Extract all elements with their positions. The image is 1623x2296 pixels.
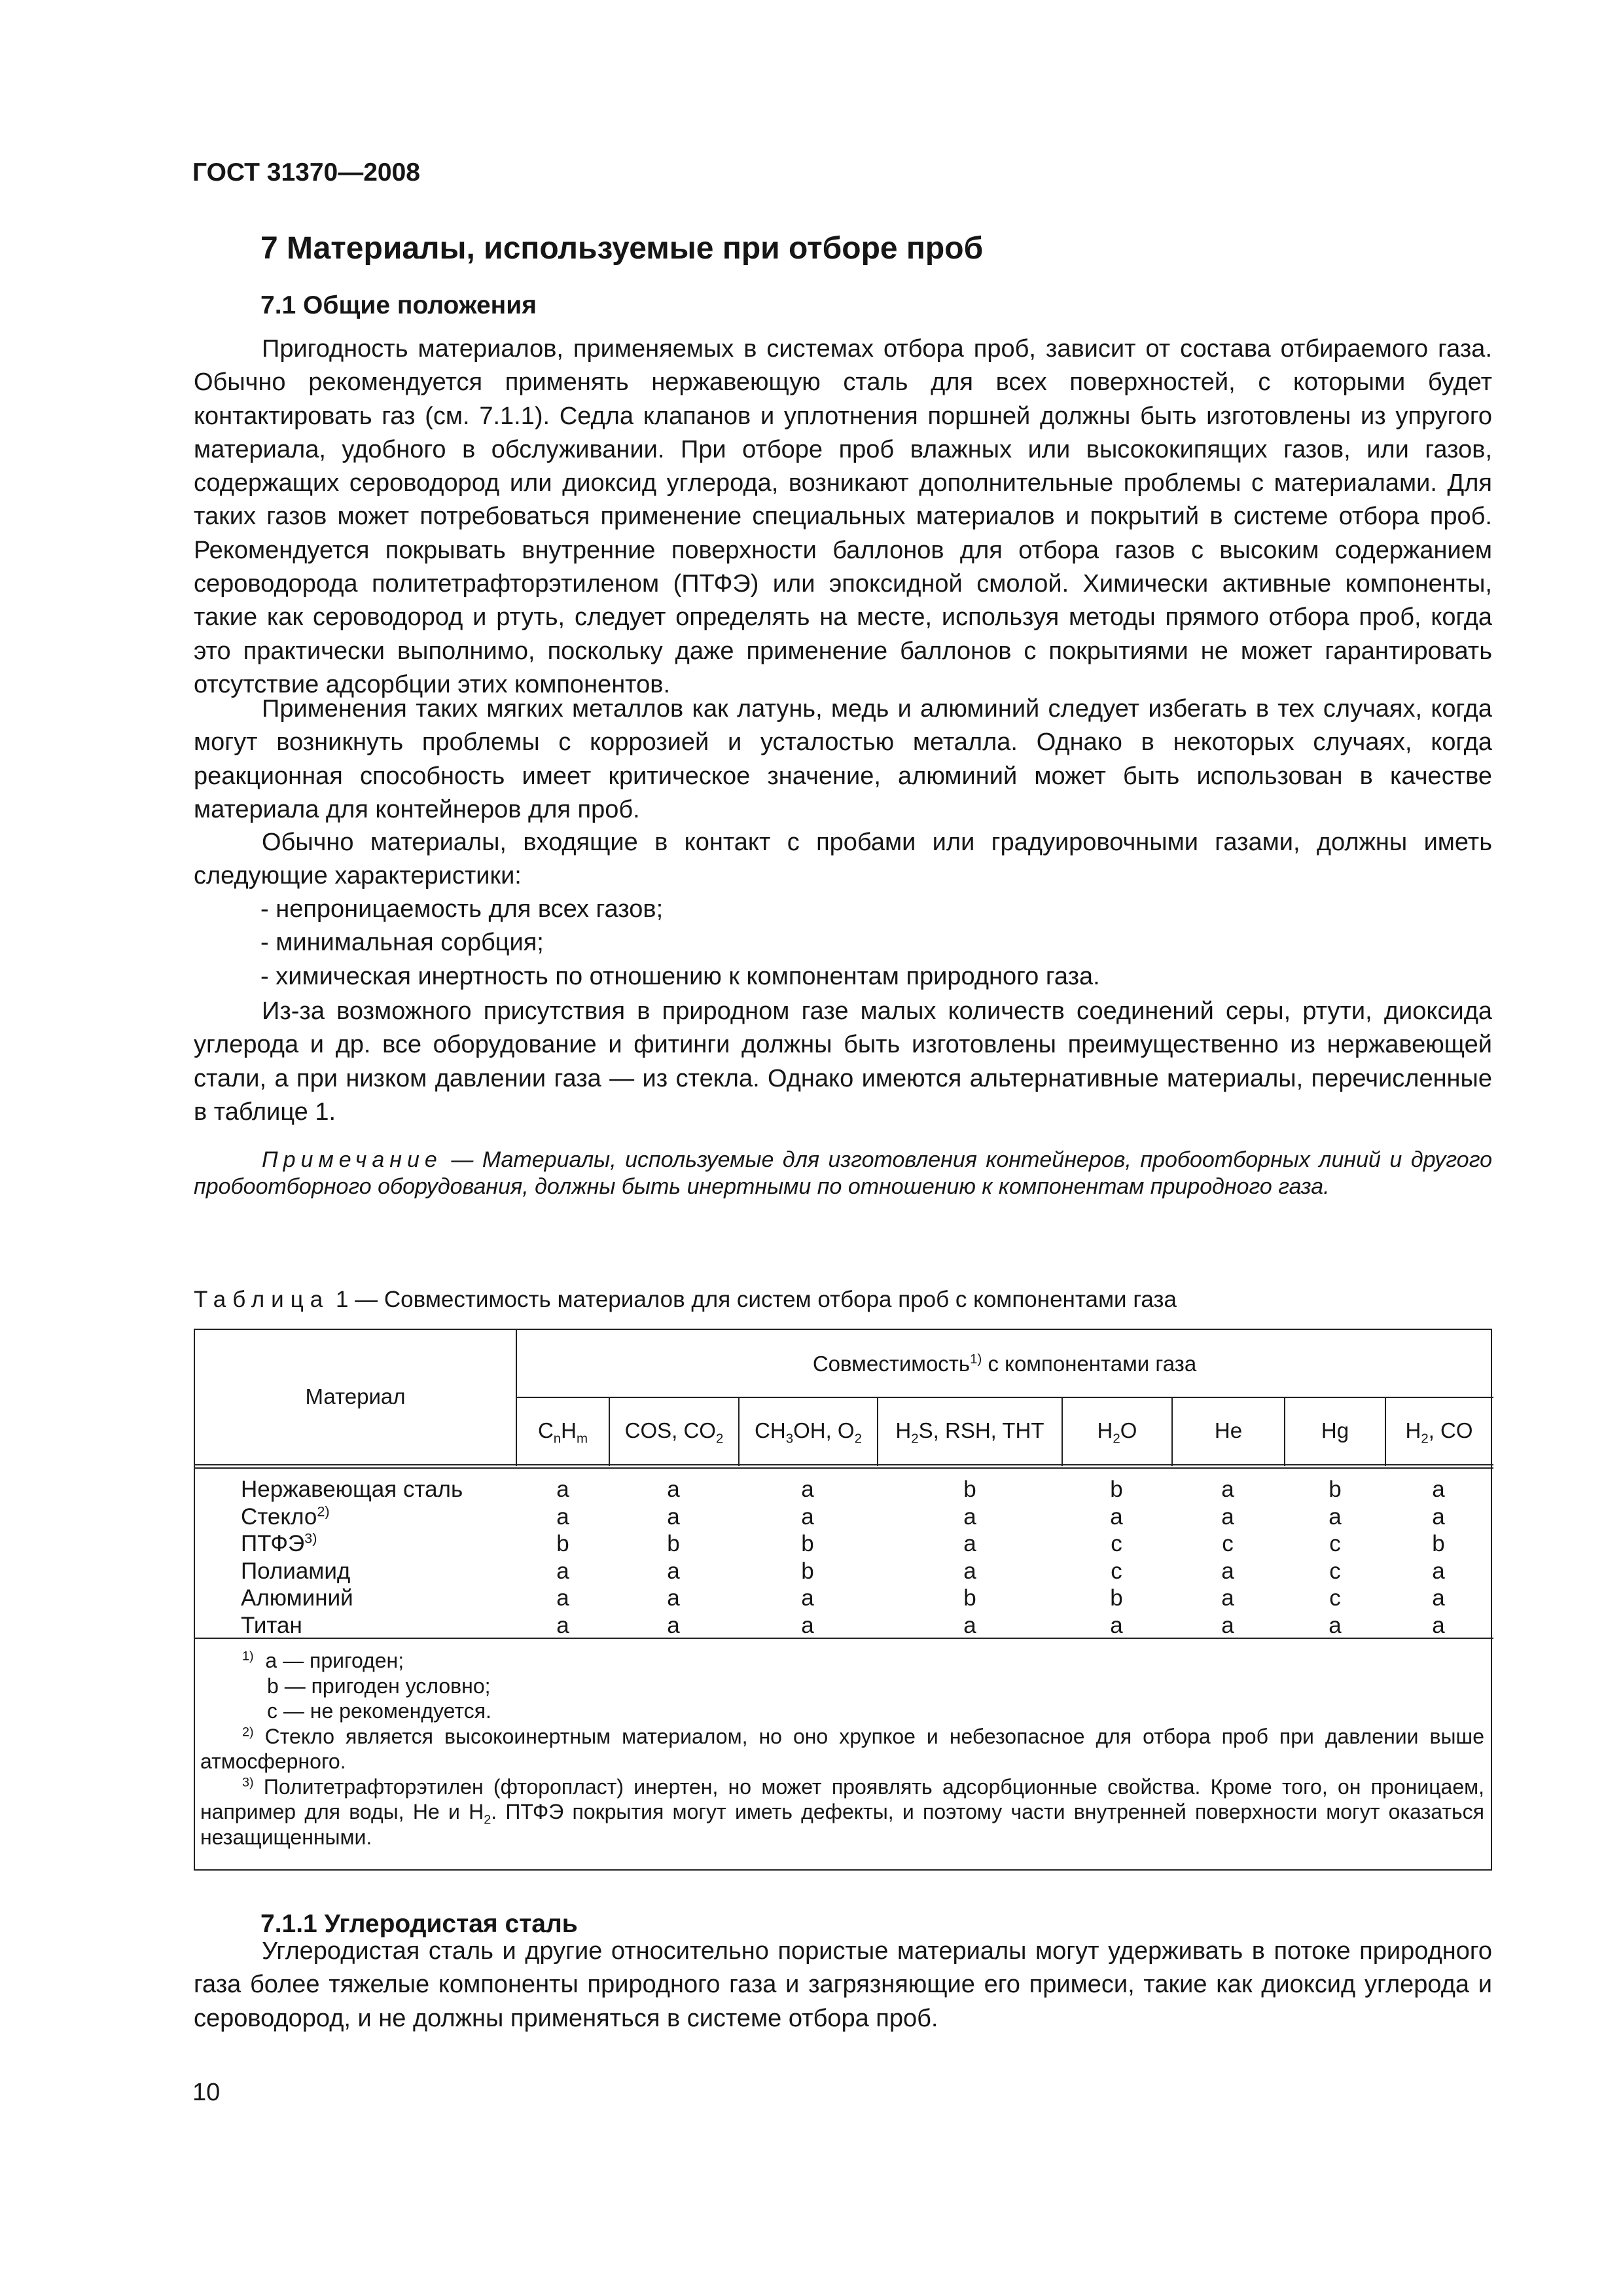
table-caption [194,1287,1177,1313]
header-ch3oh-o2: $CH_3OH$, $O_2$ [755,1418,862,1446]
table-footnotes [200,1648,1484,1850]
list-item: - непроницаемость для всех газов; [260,895,664,923]
material-row: Нержавеющая сталь [241,1477,463,1502]
page-number: 10 [192,2079,221,2106]
material-row: Стекло$^{2)}$ [241,1502,330,1530]
header-cos-co2: COS, $CO_2$ [624,1418,724,1446]
section-title: 7 Материалы, используемые при отборе проб [260,231,984,266]
material-row: ПТФЭ$^{3)}$ [241,1530,317,1556]
note-text: — Материалы, используемые для изготовления контейнеров, пробоотборных линий и другого пробоотборного оборудования, должны быть инертными по отношению к компонентам природного газа. [194,1147,1492,1199]
characteristics-list [260,893,1100,994]
header-cnhm: $C_nH_m$ [537,1418,588,1446]
header-material: Материал [305,1384,406,1408]
document-code: ГОСТ 31370—2008 [192,158,420,187]
header-he: He [1214,1418,1243,1443]
header-compatibility: Совместимость$^{1)}$ с компонентами газа [812,1352,1197,1376]
material-row: Титан [241,1612,302,1638]
material-row: Алюминий [241,1585,353,1611]
footnote-2: $^{2)}$ Стекло является высокоинертным материалом, но оно хрупкое и небезопасное для отбора проб при давлении выше атмосферного. [200,1724,1484,1773]
column-h2-co: a a b a a a [1432,1477,1445,1638]
footnote-1-line: c — не рекомендуется. [267,1699,491,1723]
header-h2s-rsh-tht: $H_2S$, RSH, THT [895,1418,1044,1446]
material-list [241,1476,463,1639]
column-h2o: b a c c b a [1110,1477,1123,1638]
column-hg: b a c c c a [1329,1477,1342,1638]
paragraph-1: Пригодность материалов, применяемых в системах отбора проб, зависит от состава отбираемого газа. Обычно рекомендуется применять нержавеющую сталь для всех поверхностей, с которыми будет контактировать газ (см. 7.1.1). Седла клапанов и уплотнения поршней должны быть изготовлены из упругого материала, удобного в обслуживании. При отборе проб влажных или высококипящих газов, или газов, содержащих сероводород или диоксид углерода, возникают дополнительные проблемы с материалами. Для таких газов может потребоваться применение специальных материалов и покрытий в системе отбора проб. Рекомендуется покрывать внутренние поверхности баллонов для отбора газов с высоким содержанием сероводорода политетрафторэтиленом (ПТФЭ) или эпоксидной смолой. Химически активные компоненты, такие как сероводород и ртуть, следует определять на месте, используя методы прямого отбора проб, когда это практически выполнимо, поскольку даже применение баллонов с покрытиями не может гарантировать отсутствие адсорбции этих компонентов. [194,335,1492,698]
footnote-1-line: b — пригоден условно; [267,1674,491,1698]
column-cos-co2: a a b a a a [667,1477,680,1638]
header-h2-co: $H_2$, CO [1405,1418,1473,1446]
header-hg: Hg [1321,1418,1349,1443]
header-h2o: $H_2O$ [1097,1418,1137,1446]
column-cnhm: a a b a a a [556,1477,569,1638]
subsection-711-title: 7.1.1 Углеродистая сталь [260,1910,578,1938]
table-caption-text: 1 — Совместимость материалов для систем отбора проб с компонентами газа [329,1287,1177,1312]
paragraph-3: Обычно материалы, входящие в контакт с пробами или градуировочными газами, должны иметь следующие характеристики: [194,829,1492,890]
list-item: - минимальная сорбция; [260,929,544,957]
paragraph-2: Применения таких мягких металлов как латунь, медь и алюминий следует избегать в тех случаях, когда могут возникнуть проблемы с коррозией и усталостью металла. Однако в некоторых случаях, когда реакционная способность имеет критическое значение, алюминий может быть использован в качестве материала для контейнеров для проб. [194,695,1492,823]
footnote-1: $^{1)}$ a — пригоден; [242,1649,404,1672]
material-row: Полиамид [241,1558,351,1584]
note-label: Примечание [262,1147,442,1172]
column-h2s-rsh-tht: b a a a b a [963,1477,976,1638]
subsection-711-text: Углеродистая сталь и другие относительно пористые материалы могут удерживать в потоке природного газа более тяжелые компоненты природного газа и загрязняющие его примеси, такие как диоксид углерода и сероводород, и не должны применяться в системе отбора проб. [194,1937,1492,2032]
column-ch3oh-o2: a a b b a a [801,1477,814,1638]
list-item: - химическая инертность по отношению к компонентам природного газа. [260,962,1100,990]
note [194,1147,1492,1200]
paragraph-4: Из-за возможного присутствия в природном газе малых количеств соединений серы, ртути, диоксида углерода и др. все оборудование и фитинги должны быть изготовлены преимущественно из нержавеющей стали, а при низком давлении газа — из стекла. Однако имеются альтернативные материалы, перечисленные в таблице 1. [194,997,1492,1126]
compatibility-table [194,1329,1492,1871]
column-he: a a c a a a [1221,1477,1234,1638]
subsection-title: 7.1 Общие положения [260,291,537,319]
footnote-3: $^{3)}$ Политетрафторэтилен (фторопласт) инертен, но может проявлять адсорбционные свойства. Кроме того, он проницаем, например для воды, He и $H_2$. ПТФЭ покрытия могут иметь дефекты, и поэтому части внутренней поверхности могут оказаться незащищенными. [200,1774,1485,1849]
table-caption-label: Таблица [194,1287,330,1312]
